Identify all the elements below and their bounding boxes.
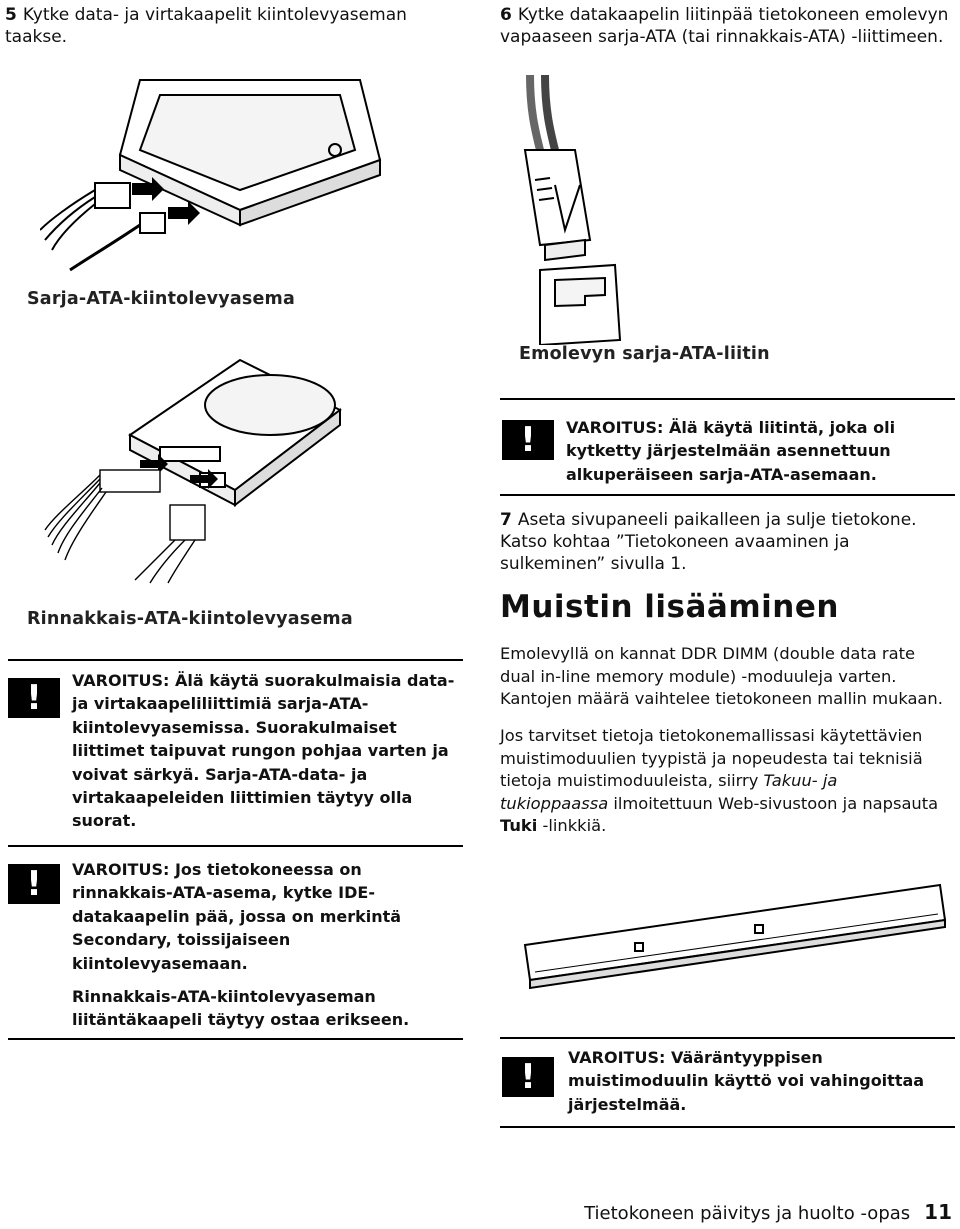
step-text: Kytke datakaapelin liitinpää tietokoneen emolevyn vapaaseen sarja-ATA (tai rinnakkais-ATA) -liittimeen. [500,5,949,47]
warning-icon: ! [8,864,60,904]
guide-name: Takuu- ja tukioppaassa [500,771,838,813]
warning-icon: ! [502,420,554,460]
footer-title: Tietokoneen päivitys ja huolto -opas [584,1203,911,1224]
pata-drive-illustration [40,355,420,585]
warning-rule [500,398,955,400]
warning-2-note: Rinnakkais-ATA-kiintolevyaseman liitäntäkaapeli täytyy ostaa erikseen. [72,987,410,1030]
section-heading: Muistin lisääminen [500,589,839,625]
step-number: 5 [5,5,17,25]
support-link-label: Tuki [500,816,538,835]
caption-mb-connector: Emolevyn sarja-ATA-liitin [519,344,770,364]
sata-cable-illustration [510,70,640,345]
paragraph-2 [500,725,945,838]
warning-4: VAROITUS: Vääräntyyppisen muistimoduulin käyttö voi vahingoittaa järjestelmää. [568,1048,925,1114]
paragraph-1: Emolevyllä on kannat DDR DIMM (double data rate dual in-line memory module) -moduuleja varten. Kantojen määrä vaihtelee tietokoneen mallin mukaan. [500,644,943,708]
step-number: 7 [500,510,512,530]
memory-module-illustration [520,880,950,995]
paragraph-text: -linkkiä. [537,816,607,835]
paragraph-text: Jos tarvitset tietoja tietokonemallissasi käytettävien muistimoduulien tyypistä ja nopeudesta tai teknisiä tietoja muistimoduuleista, siirry [500,726,923,790]
paragraph-text: ilmoitettuun Web-sivustoon ja napsauta [608,793,939,813]
step-text: Aseta sivupaneeli paikalleen ja sulje tietokone. Katso kohtaa ”Tietokoneen avaaminen ja sulkeminen” sivulla 1. [500,510,917,574]
warning-rule [8,845,463,847]
warning-3: VAROITUS: Älä käytä liitintä, joka oli kytketty järjestelmään asennettuun alkuperäiseen sarja-ATA-asemaan. [566,418,896,484]
page-number: 11 [924,1200,952,1224]
caption-pata-drive: Rinnakkais-ATA-kiintolevyasema [27,609,353,629]
step-number: 6 [500,5,512,25]
warning-1: VAROITUS: Älä käytä suorakulmaisia data- ja virtakaapeliliittimiä sarja-ATA-kiintolevyasemissa. Suorakulmaiset liittimet taipuvat rungon pohjaa varten ja voivat särkyä. Sarja-ATA-data- ja virtakaapeleiden liittimien täytyy olla suorat. [72,671,455,831]
warning-2: VAROITUS: Jos tietokoneessa on rinnakkais-ATA-asema, kytke IDE-datakaapelin pää, jossa on merkintä Secondary, toissijaiseen kiintolevyasemaan. [72,860,402,973]
page-footer [584,1200,952,1224]
warning-rule [8,1038,463,1040]
step-7 [500,509,940,575]
warning-rule [500,494,955,496]
warning-rule [500,1037,955,1039]
sata-drive-illustration [40,65,420,280]
caption-sata-drive: Sarja-ATA-kiintolevyasema [27,289,295,309]
step-5 [5,4,460,48]
warning-rule [8,659,463,661]
warning-icon: ! [502,1057,554,1097]
warning-icon: ! [8,678,60,718]
step-text: Kytke data- ja virtakaapelit kiintolevyaseman taakse. [5,5,407,47]
step-6 [500,4,955,48]
warning-rule [500,1126,955,1128]
